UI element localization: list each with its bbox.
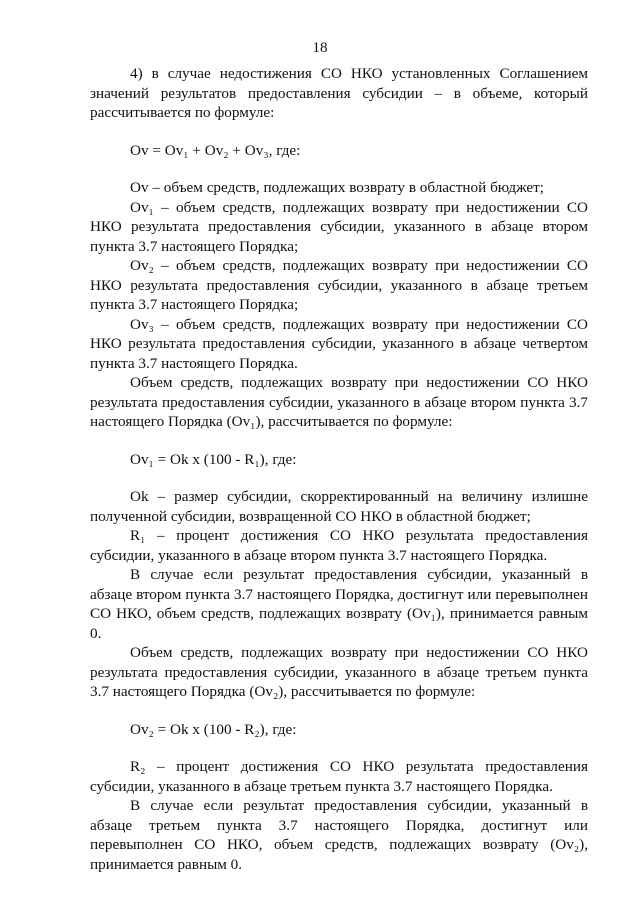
- definition-ov2: Ov₂ – объем средств, подлежащих возврату при недостижении СО НКО результата предоставления субсидии, указанного в абзаце третьем пункта 3.7 настоящего Порядка;: [90, 257, 588, 313]
- definition-r2: R₂ – процент достижения СО НКО результата предоставления субсидии, указанного в абзаце третьем пункта 3.7 настоящего Порядка.: [90, 758, 588, 795]
- definition-ov3: Ov₃ – объем средств, подлежащих возврату при недостижении СО НКО результата предоставления субсидии, указанного в абзаце четвертом пункта 3.7 настоящего Порядка.: [90, 315, 588, 372]
- paragraph-ov1-zero: В случае если результат предоставления субсидии, указанный в абзаце втором пункта 3.7 настоящего Порядка, достигнут или перевыполнен СО НКО, объем средств, подлежащих возврату (Ov₁), принимается равным 0.: [90, 566, 588, 642]
- definition-ov: Ov – объем средств, подлежащих возврату в областной бюджет;: [130, 179, 544, 196]
- document-body: [90, 64, 588, 874]
- paragraph-ov2-zero: В случае если результат предоставления субсидии, указанный в абзаце третьем пункта 3.7 настоящего Порядка, достигнут или перевыполнен СО НКО, объем средств, подлежащих возврату (Ov₂), принимается равным 0.: [90, 797, 588, 873]
- paragraph-intro: 4) в случае недостижения СО НКО установленных Соглашением значений результатов предоставления субсидии – в объеме, который рассчитывается по формуле:: [90, 65, 588, 121]
- definition-r1: R₁ – процент достижения СО НКО результата предоставления субсидии, указанного в абзаце втором пункта 3.7 настоящего Порядка.: [90, 527, 588, 564]
- definition-ov1: Ov₁ – объем средств, подлежащих возврату при недостижении СО НКО результата предоставления субсидии, указанного в абзаце втором пункта 3.7 настоящего Порядка;: [90, 198, 588, 255]
- formula-ov2: Ov₂ = Ok x (100 - R₂), где:: [130, 720, 297, 738]
- definition-ok: Ok – размер субсидии, скорректированный на величину излишне полученной субсидии, возвращенной СО НКО в областной бюджет;: [90, 488, 588, 525]
- formula-ov1: Ov₁ = Ok x (100 - R₁), где:: [130, 450, 297, 468]
- page-number: 18: [312, 40, 328, 56]
- paragraph-ov2-volume: Объем средств, подлежащих возврату при недостижении СО НКО результата предоставления субсидии, указанного в абзаце третьем пункта 3.7 настоящего Порядка (Ov₂), рассчитывается по формуле:: [90, 644, 588, 700]
- paragraph-ov1-volume: Объем средств, подлежащих возврату при недостижении СО НКО результата предоставления субсидии, указанного в абзаце втором пункта 3.7 настоящего Порядка (Ov₁), рассчитывается по формуле:: [90, 374, 588, 430]
- formula-ov: Ov = Ov₁ + Ov₂ + Ov₃, где:: [130, 141, 301, 159]
